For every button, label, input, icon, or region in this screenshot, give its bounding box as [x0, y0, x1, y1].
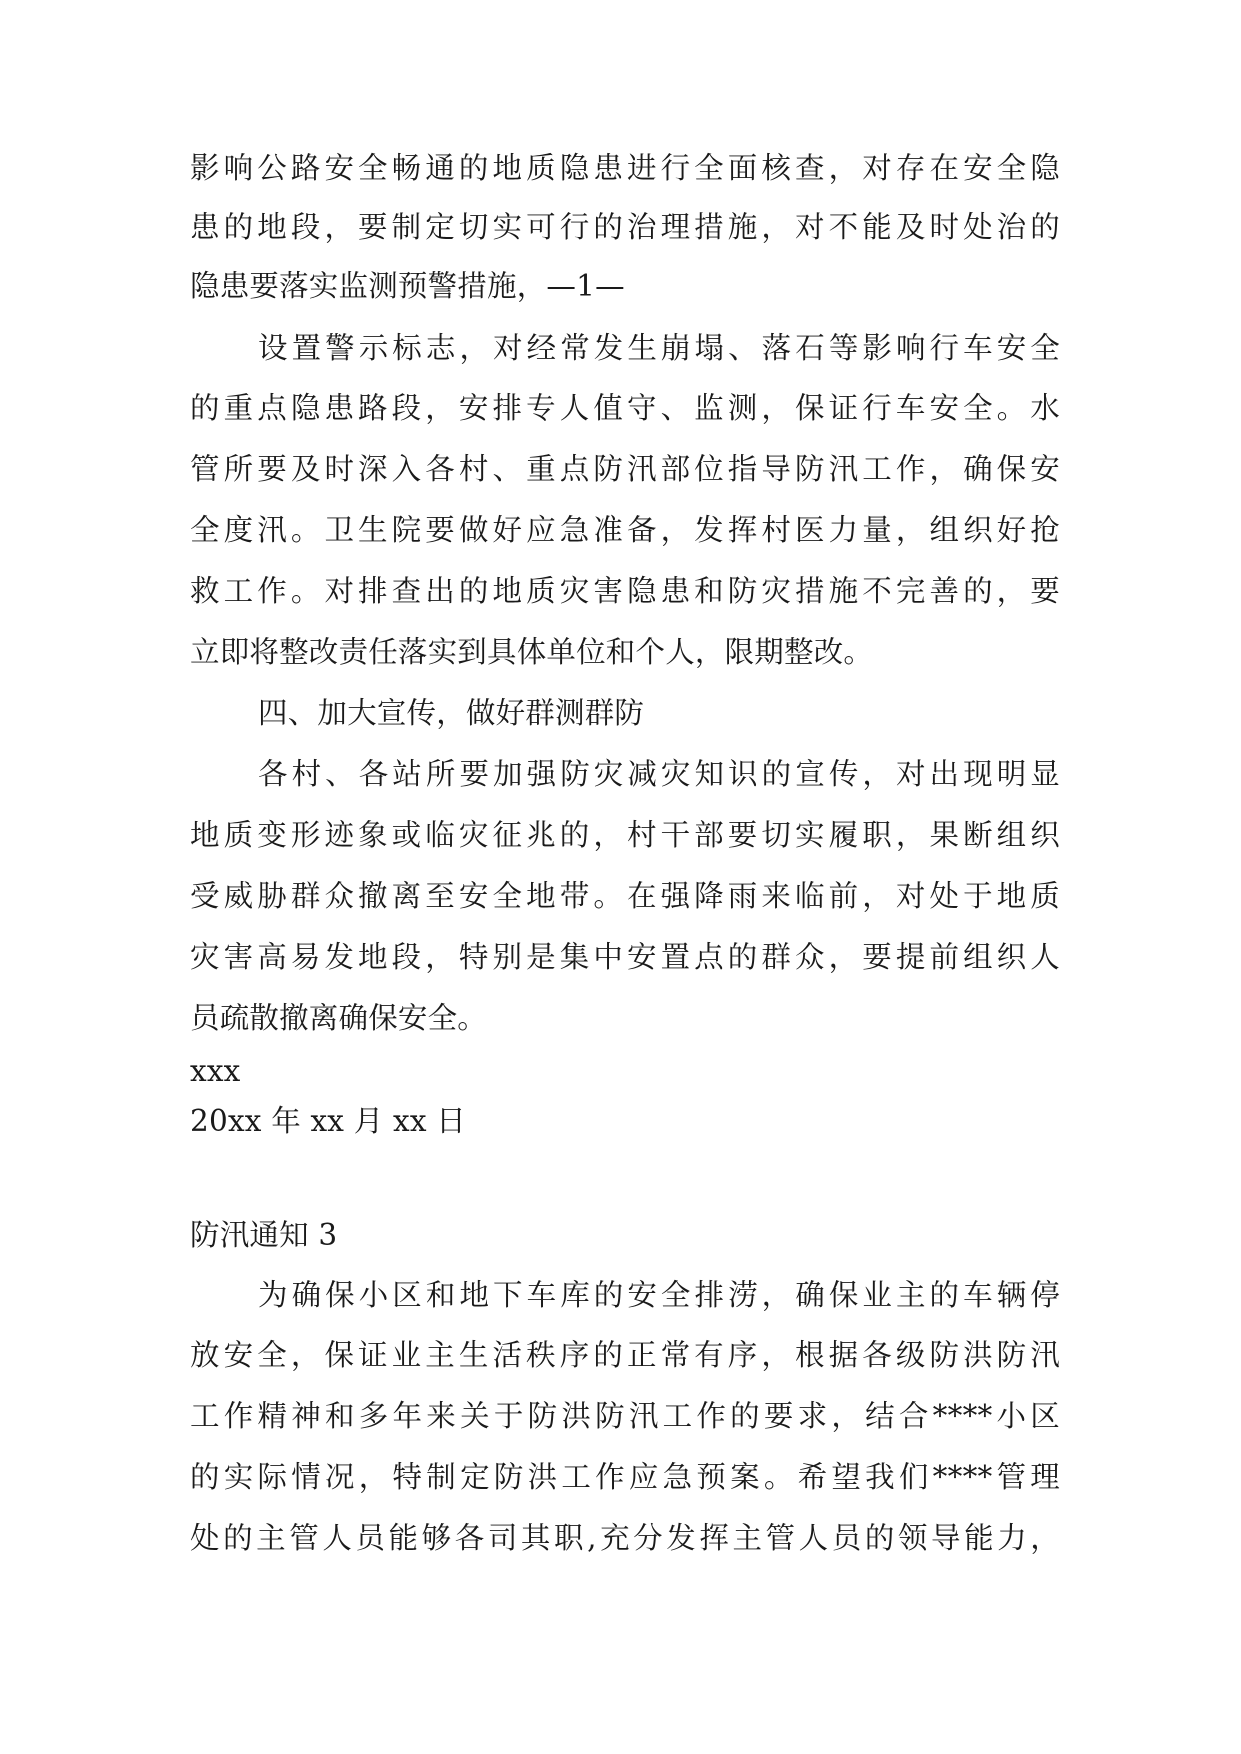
paragraph-line: 地质变形迹象或临灾征兆的，村干部要切实履职，果断组织 [190, 818, 1060, 852]
paragraph-line: 灾害高易发地段，特别是集中安置点的群众，要提前组织人 [190, 940, 1060, 974]
paragraph-line: 立即将整改责任落实到具体单位和个人，限期整改。 [190, 635, 874, 669]
paragraph-line: 为确保小区和地下车库的安全排涝，确保业主的车辆停 [258, 1278, 1060, 1312]
paragraph-line: 的实际情况，特制定防洪工作应急预案。希望我们****管理 [190, 1460, 1060, 1494]
signature-date: 20xx 年 xx 月 xx 日 [190, 1104, 466, 1138]
paragraph-line: 员疏散撤离确保安全。 [190, 1001, 488, 1035]
paragraph-line: 设置警示标志，对经常发生崩塌、落石等影响行车安全 [258, 331, 1060, 365]
paragraph-line: 管所要及时深入各村、重点防汛部位指导防汛工作，确保安 [190, 452, 1060, 486]
paragraph-line: 的重点隐患路段，安排专人值守、监测，保证行车安全。水 [190, 391, 1060, 425]
document-title: 防汛通知 3 [190, 1218, 338, 1252]
paragraph-line: 患的地段，要制定切实可行的治理措施，对不能及时处治的 [190, 210, 1060, 244]
paragraph-line: 放安全，保证业主生活秩序的正常有序，根据各级防洪防汛 [190, 1338, 1060, 1372]
paragraph-line: 工作精神和多年来关于防洪防汛工作的要求，结合****小区 [190, 1399, 1060, 1433]
paragraph-line: 各村、各站所要加强防灾减灾知识的宣传，对出现明显 [258, 757, 1060, 791]
paragraph-line: 影响公路安全畅通的地质隐患进行全面核查，对存在安全隐 [190, 151, 1060, 185]
paragraph-line: 隐患要落实监测预警措施，—1— [190, 269, 625, 303]
section-heading: 四、加大宣传，做好群测群防 [258, 696, 645, 730]
paragraph-line: 受威胁群众撤离至安全地带。在强降雨来临前，对处于地质 [190, 879, 1060, 913]
paragraph-line: 处的主管人员能够各司其职,充分发挥主管人员的领导能力， [190, 1521, 1060, 1555]
paragraph-line: 救工作。对排查出的地质灾害隐患和防灾措施不完善的，要 [190, 574, 1060, 608]
signature-name: xxx [190, 1054, 241, 1088]
paragraph-line: 全度汛。卫生院要做好应急准备，发挥村医力量，组织好抢 [190, 513, 1060, 547]
